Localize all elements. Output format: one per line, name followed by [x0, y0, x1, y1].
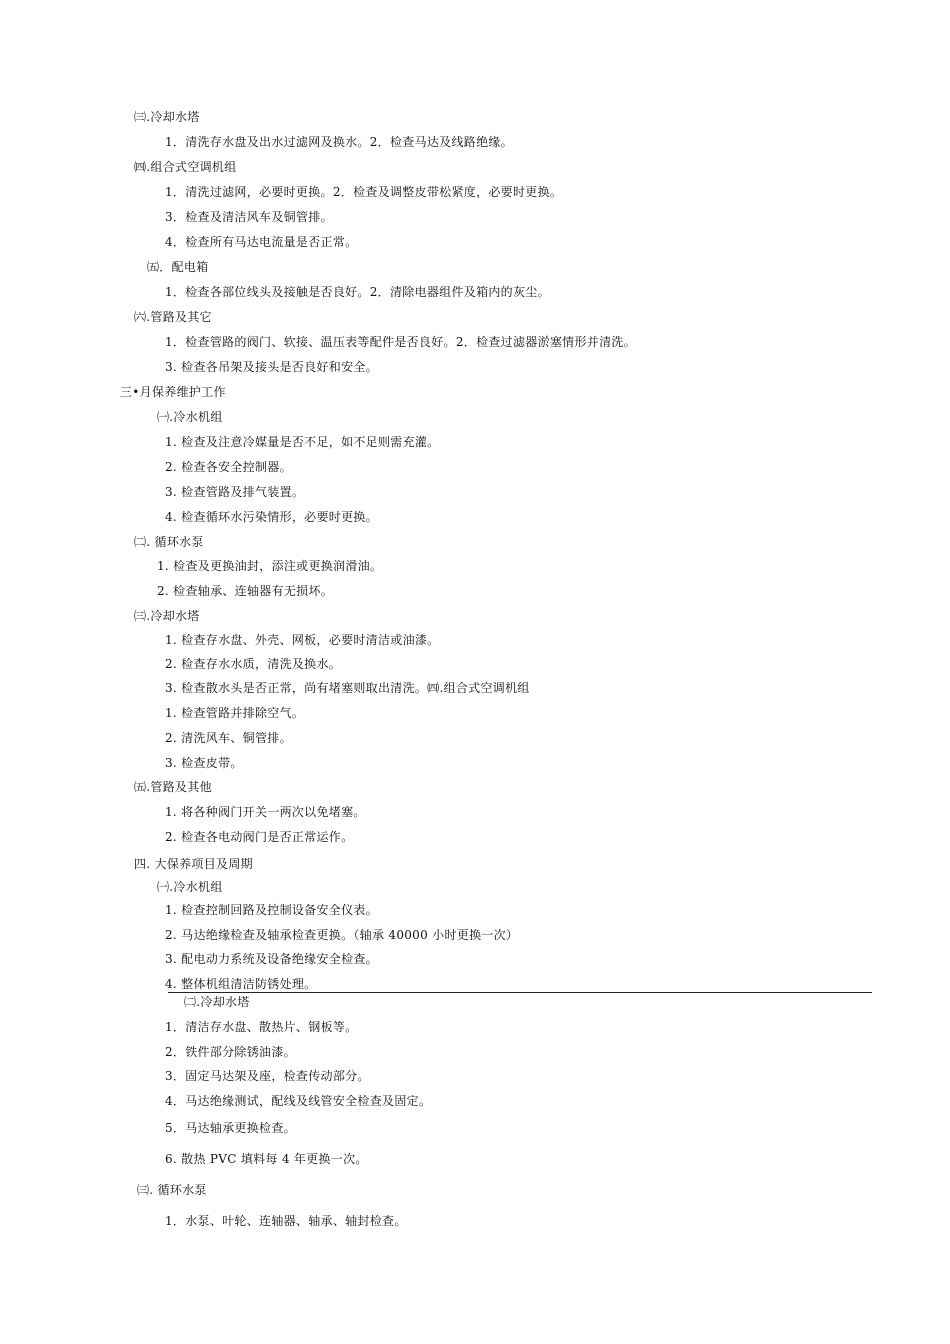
list-item: 1．清洗过滤网，必要时更换。2．检查及调整皮带松紧度，必要时更换。: [165, 185, 563, 199]
list-item: 6. 散热 PVC 填料每 4 年更换一次。: [165, 1152, 368, 1166]
list-item: 4. 整体机组清洁防锈处理。: [165, 977, 317, 991]
list-item: 4．检查所有马达电流量是否正常。: [165, 235, 358, 249]
section-heading: ㈢.冷却水塔: [134, 609, 200, 623]
section-heading: ㈠.冷水机组: [157, 880, 223, 894]
chapter-heading: 三•月保养维护工作: [120, 385, 226, 399]
section-heading: ㈢.冷却水塔: [134, 110, 200, 124]
list-item: 2. 检查各电动阀门是否正常运作。: [165, 830, 354, 844]
list-item: 1．清洁存水盘、散热片、钢板等。: [165, 1020, 358, 1034]
section-heading: ㈤.管路及其他: [134, 780, 212, 794]
list-item: 1. 检查管路并排除空气。: [165, 706, 305, 720]
section-heading: ㈣.组合式空调机组: [134, 160, 237, 174]
list-item: 2. 检查存水水质，清洗及换水。: [165, 657, 342, 671]
list-item: 2. 检查各安全控制器。: [165, 460, 292, 474]
list-item: 5．马达轴承更换检查。: [165, 1121, 296, 1135]
list-item: 2. 清洗风车、铜管排。: [165, 731, 292, 745]
list-item: 2. 马达绝缘检查及轴承检查更换。（轴承 40000 小时更换一次）: [165, 928, 519, 942]
list-item: 3．固定马达架及座，检查传动部分。: [165, 1069, 370, 1083]
list-item: 3．检查及清洁风车及铜管排。: [165, 210, 333, 224]
list-item: 2. 检查轴承、连轴器有无损坏。: [157, 584, 334, 598]
list-item: 1. 检查及更换油封，添注或更换润滑油。: [157, 559, 383, 573]
chapter-heading: 四. 大保养项目及周期: [134, 857, 253, 871]
list-item: 3. 配电动力系统及设备绝缘安全检查。: [165, 952, 378, 966]
list-item: 1. 将各种阀门开关一两次以免堵塞。: [165, 805, 366, 819]
section-heading: ㈡. 循环水泵: [134, 535, 204, 549]
list-item: 3. 检查管路及排气装置。: [165, 485, 305, 499]
list-item: 1. 检查控制回路及控制设备安全仪表。: [165, 903, 378, 917]
list-item: 1．检查各部位线头及接触是否良好。2．清除电器组件及箱内的灰尘。: [165, 285, 550, 299]
list-item: 4. 检查循环水污染情形，必要时更换。: [165, 510, 378, 524]
horizontal-rule: [168, 992, 872, 993]
section-heading: ㈥.管路及其它: [134, 310, 212, 324]
section-heading: ㈠.冷水机组: [157, 410, 223, 424]
list-item: 1．水泵、叶轮、连轴器、轴承、轴封检查。: [165, 1214, 407, 1228]
list-item: 2．铁件部分除锈油漆。: [165, 1045, 296, 1059]
list-item: 4．马达绝缘测试，配线及线管安全检查及固定。: [165, 1094, 432, 1108]
list-item: 3. 检查各吊架及接头是否良好和安全。: [165, 360, 378, 374]
section-heading: ㈡.冷却水塔: [184, 995, 250, 1009]
list-item: 1．检查管路的阀门、软接、温压表等配件是否良好。2．检查过滤器淤塞情形并清洗。: [165, 335, 636, 349]
section-heading: ㈤．配电箱: [147, 260, 209, 274]
section-heading: ㈢. 循环水泵: [137, 1183, 207, 1197]
list-item: 3. 检查散水头是否正常，尚有堵塞则取出清洗。㈣.组合式空调机组: [165, 681, 530, 695]
list-item: 1. 检查存水盘、外壳、网板，必要时清洁或油漆。: [165, 633, 440, 647]
list-item: 3. 检查皮带。: [165, 756, 243, 770]
list-item: 1．清洗存水盘及出水过滤网及换水。2．检查马达及线路绝缘。: [165, 135, 513, 149]
list-item: 1. 检查及注意冷媒量是否不足，如不足则需充灌。: [165, 435, 440, 449]
